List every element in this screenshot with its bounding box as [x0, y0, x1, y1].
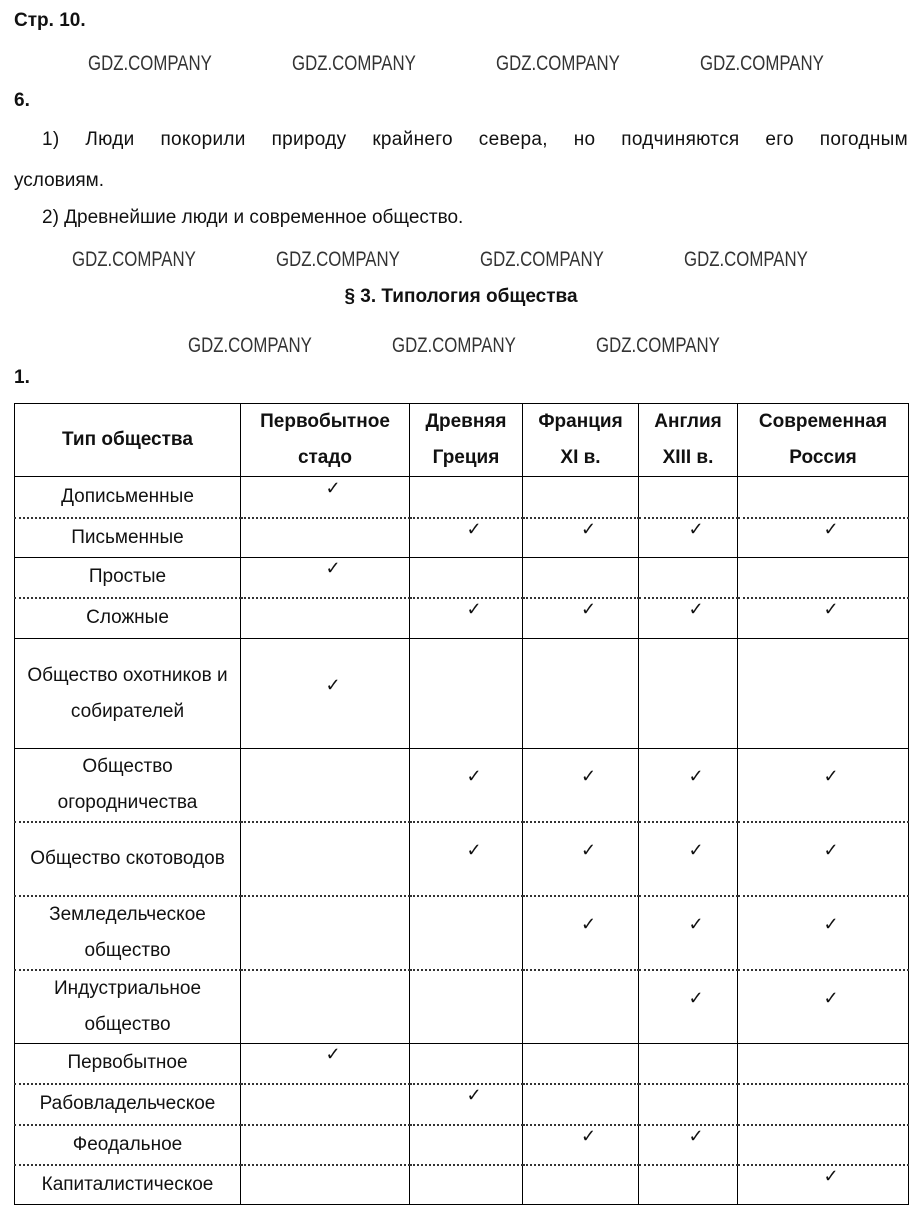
checkmark-icon: ✓ — [823, 1165, 839, 1186]
checkmark-icon: ✓ — [688, 1125, 704, 1146]
header-column — [410, 404, 523, 477]
header-line: стадо — [297, 447, 353, 468]
table-cell — [523, 477, 639, 518]
table-cell — [738, 1165, 909, 1205]
checkmark-icon: ✓ — [466, 599, 482, 620]
society-typology-table — [14, 403, 909, 1205]
header-row — [15, 404, 909, 477]
table-row — [15, 896, 909, 970]
task-6-line-1-continued: условиям. — [14, 170, 104, 191]
checkmark-icon: ✓ — [466, 518, 482, 539]
header-line: Россия — [789, 447, 857, 468]
table-cell — [410, 598, 523, 639]
row-label: Общество охотников и собирателей — [15, 639, 241, 749]
checkmark-icon: ✓ — [688, 599, 704, 620]
watermark: GDZ.COMPANY — [480, 248, 604, 271]
table-cell — [639, 1165, 738, 1205]
table-cell — [410, 639, 523, 749]
table-cell — [410, 477, 523, 518]
checkmark-icon: ✓ — [688, 518, 704, 539]
row-label: Земледельческое общество — [15, 896, 241, 970]
table-cell — [241, 1125, 410, 1165]
table-row — [15, 822, 909, 896]
row-label: Общество огородничества — [15, 749, 241, 823]
table-row — [15, 1125, 909, 1165]
watermark: GDZ.COMPANY — [292, 52, 416, 75]
watermark: GDZ.COMPANY — [88, 52, 212, 75]
table-cell — [410, 1044, 523, 1084]
task-6-line-1: 1) Люди покорили природу крайнего севера, но подчиняются его погодным — [42, 129, 908, 150]
header-line: Греция — [432, 447, 500, 468]
checkmark-icon: ✓ — [580, 840, 597, 860]
table-cell — [241, 518, 410, 558]
table-cell — [410, 1165, 523, 1205]
table-row — [15, 598, 909, 639]
table-cell — [738, 558, 909, 598]
table-cell — [523, 598, 639, 639]
table-cell — [523, 1165, 639, 1205]
table-cell — [410, 970, 523, 1044]
watermark: GDZ.COMPANY — [684, 248, 808, 271]
checkmark-icon: ✓ — [823, 518, 839, 539]
table-cell — [639, 518, 738, 558]
table-cell — [639, 1125, 738, 1165]
header-line: Франция — [538, 411, 623, 432]
header-line: Первобытное — [260, 411, 390, 432]
checkmark-icon: ✓ — [325, 558, 341, 579]
row-label: Феодальное — [15, 1125, 241, 1165]
row-label: Дописьменные — [15, 477, 241, 518]
table-cell — [410, 1125, 523, 1165]
table-cell — [241, 558, 410, 598]
table-row — [15, 1084, 909, 1125]
checkmark-icon: ✓ — [325, 674, 341, 695]
table-cell — [410, 896, 523, 970]
table-cell — [241, 639, 410, 749]
header-line: XIII в. — [662, 447, 714, 468]
table-cell — [738, 518, 909, 558]
checkmark-icon: ✓ — [688, 914, 704, 934]
table-cell — [523, 749, 639, 823]
row-label: Первобытное — [15, 1044, 241, 1084]
table-cell — [523, 822, 639, 896]
header-column — [523, 404, 639, 477]
watermark: GDZ.COMPANY — [700, 52, 824, 75]
header-column — [241, 404, 410, 477]
table-row — [15, 639, 909, 749]
table-cell — [738, 1084, 909, 1125]
checkmark-icon: ✓ — [823, 988, 839, 1008]
table-cell — [410, 1084, 523, 1125]
table-cell — [523, 518, 639, 558]
table-cell — [523, 896, 639, 970]
table-row — [15, 1165, 909, 1205]
task-6-number: 6. — [14, 90, 30, 111]
table-cell — [410, 558, 523, 598]
table-cell — [523, 970, 639, 1044]
table-cell — [639, 598, 738, 639]
table-cell — [738, 598, 909, 639]
checkmark-icon: ✓ — [823, 766, 839, 786]
header-line: XI в. — [560, 447, 601, 468]
row-label: Сложные — [15, 598, 241, 639]
checkmark-icon: ✓ — [466, 766, 482, 786]
table-cell — [241, 970, 410, 1044]
table-cell — [241, 822, 410, 896]
table-cell — [241, 896, 410, 970]
table-cell — [639, 558, 738, 598]
table-cell — [738, 639, 909, 749]
header-column — [738, 404, 909, 477]
checkmark-icon: ✓ — [580, 1125, 597, 1146]
watermark: GDZ.COMPANY — [496, 52, 620, 75]
watermark: GDZ.COMPANY — [188, 334, 312, 357]
row-label: Общество скотоводов — [15, 822, 241, 896]
checkmark-icon: ✓ — [466, 840, 482, 860]
table-row — [15, 1044, 909, 1084]
checkmark-icon: ✓ — [688, 766, 704, 786]
table-cell — [639, 896, 738, 970]
checkmark-icon: ✓ — [325, 477, 341, 498]
checkmark-icon: ✓ — [823, 840, 839, 860]
table-cell — [241, 598, 410, 639]
table-cell — [410, 518, 523, 558]
table-cell — [523, 558, 639, 598]
table-cell — [241, 1084, 410, 1125]
watermark: GDZ.COMPANY — [276, 248, 400, 271]
table-cell — [523, 1044, 639, 1084]
row-label: Рабовладельческое — [15, 1084, 241, 1125]
table-cell — [410, 749, 523, 823]
watermark: GDZ.COMPANY — [392, 334, 516, 357]
checkmark-icon: ✓ — [325, 1044, 341, 1065]
table-cell — [738, 822, 909, 896]
table-cell — [523, 1125, 639, 1165]
table-row — [15, 558, 909, 598]
table-cell — [241, 477, 410, 518]
table-cell — [738, 896, 909, 970]
table-cell — [639, 970, 738, 1044]
table-row — [15, 749, 909, 823]
task-1-number: 1. — [14, 367, 30, 388]
table-cell — [639, 639, 738, 749]
checkmark-icon: ✓ — [823, 599, 839, 620]
row-label: Простые — [15, 558, 241, 598]
header-column — [639, 404, 738, 477]
table-cell — [410, 822, 523, 896]
table-cell — [523, 1084, 639, 1125]
row-label: Индустриальное общество — [15, 970, 241, 1044]
checkmark-icon: ✓ — [580, 599, 597, 620]
table-cell — [241, 1165, 410, 1205]
watermark: GDZ.COMPANY — [596, 334, 720, 357]
table-cell — [639, 822, 738, 896]
checkmark-icon: ✓ — [580, 914, 597, 934]
table-cell — [639, 749, 738, 823]
table-cell — [241, 749, 410, 823]
task-6-line-2: 2) Древнейшие люди и современное общество. — [42, 207, 464, 228]
checkmark-icon: ✓ — [466, 1085, 482, 1105]
header-society-type: Тип общества — [15, 404, 241, 477]
table-cell — [738, 749, 909, 823]
table-cell — [241, 1044, 410, 1084]
header-line: Современная — [758, 411, 888, 432]
checkmark-icon: ✓ — [580, 766, 597, 786]
row-label: Письменные — [15, 518, 241, 558]
checkmark-icon: ✓ — [688, 840, 704, 860]
header-line: Древняя — [425, 411, 507, 432]
row-label: Капиталистическое — [15, 1165, 241, 1205]
table-cell — [738, 1125, 909, 1165]
header-line: Англия — [654, 411, 722, 432]
section-title: § 3. Типология общества — [344, 286, 578, 307]
table-cell — [523, 639, 639, 749]
table-row — [15, 477, 909, 518]
checkmark-icon: ✓ — [688, 988, 704, 1008]
table-cell — [738, 1044, 909, 1084]
table-cell — [738, 477, 909, 518]
checkmark-icon: ✓ — [580, 518, 597, 539]
page-label: Стр. 10. — [14, 10, 86, 31]
watermark: GDZ.COMPANY — [72, 248, 196, 271]
table-cell — [639, 1084, 738, 1125]
table-cell — [639, 1044, 738, 1084]
table-cell — [738, 970, 909, 1044]
table-row — [15, 970, 909, 1044]
checkmark-icon: ✓ — [823, 914, 839, 934]
table-cell — [639, 477, 738, 518]
table-row — [15, 518, 909, 558]
